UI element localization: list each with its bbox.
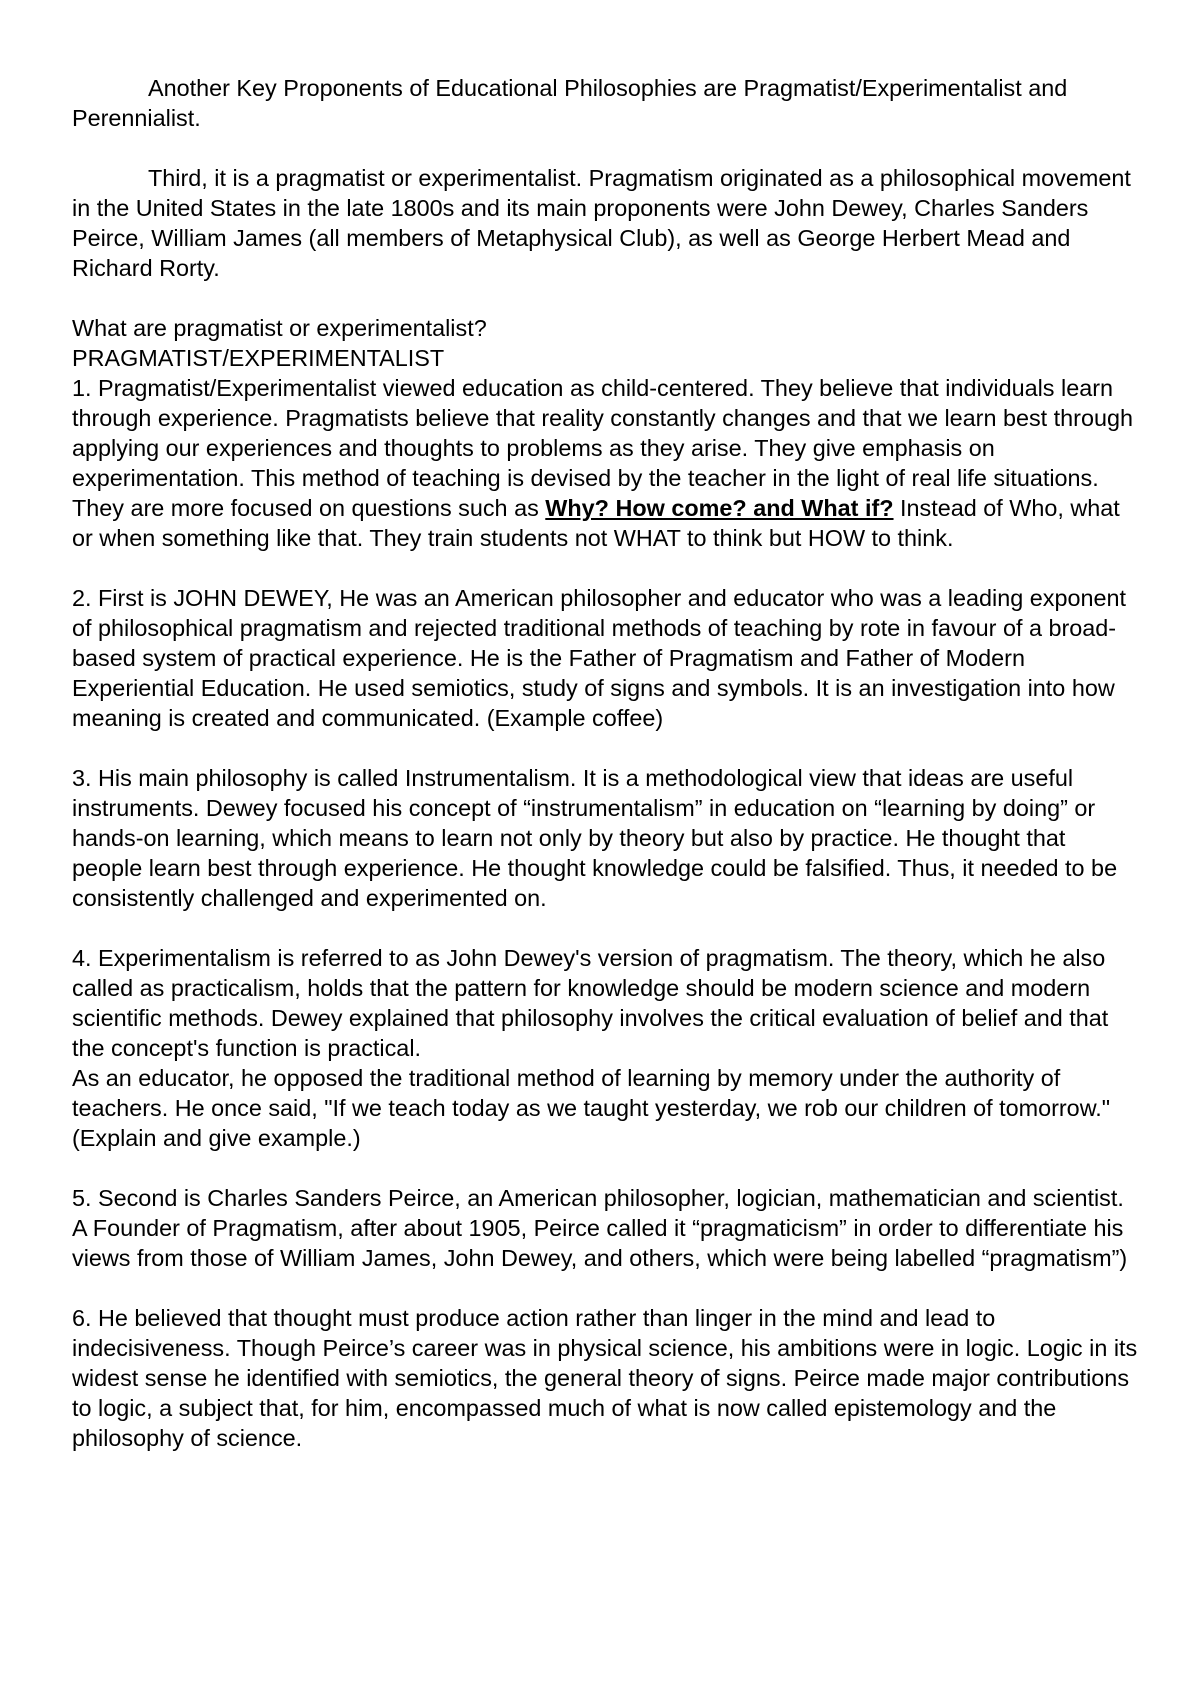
point-1-continuation: Instead of Who, what or when something like that. They train students not WHAT to think but HOW to think.	[72, 495, 1120, 551]
paragraph-spacer	[72, 283, 1142, 313]
paragraph-spacer	[72, 733, 1142, 763]
document-body	[72, 73, 1142, 1453]
question-line: What are pragmatist or experimentalist?	[72, 315, 487, 341]
paragraph-spacer	[72, 1153, 1142, 1183]
point-1-emphasis: Why? How come? and What if?	[545, 495, 894, 521]
point-5: 5. Second is Charles Sanders Peirce, an American philosopher, logician, mathematician and scientist. A Founder of Pragmatism, after about 1905, Peirce called it “pragmaticism” in order to differentiate his views from those of William James, John Dewey, and others, which were being labelled “pragmatism”)	[72, 1185, 1128, 1271]
point-6: 6. He believed that thought must produce action rather than linger in the mind and lead to indecisiveness. Though Peirce’s career was in physical science, his ambitions were in logic. Logic in its widest sense he identified with semiotics, the general theory of signs. Peirce made major contributions to logic, a subject that, for him, encompassed much of what is now called epistemology and the philosophy of science.	[72, 1305, 1138, 1451]
paragraph-spacer	[72, 133, 1142, 163]
point-4: 4. Experimentalism is referred to as John Dewey's version of pragmatism. The theory, which he also called as practicalism, holds that the pattern for knowledge should be modern science and modern scientific methods. Dewey explained that philosophy involves the critical evaluation of belief and that the concept's function is practical.	[72, 945, 1109, 1061]
point-2: 2. First is JOHN DEWEY, He was an American philosopher and educator who was a leading exponent of philosophical pragmatism and rejected traditional methods of teaching by rote in favour of a broad-based system of practical experience. He is the Father of Pragmatism and Father of Modern Experiential Education. He used semiotics, study of signs and symbols. It is an investigation into how meaning is created and communicated. (Example coffee)	[72, 585, 1126, 731]
paragraph-spacer	[72, 553, 1142, 583]
intro-paragraph: Another Key Proponents of Educational Philosophies are Pragmatist/Experimentalist and Perennialist.	[72, 75, 1068, 131]
point-1	[72, 373, 1142, 553]
point-4-continued: As an educator, he opposed the traditional method of learning by memory under the authority of teachers. He once said, "If we teach today as we taught yesterday, we rob our children of tomorrow." (Explain and give example.)	[72, 1065, 1111, 1151]
third-paragraph: Third, it is a pragmatist or experimentalist. Pragmatism originated as a philosophical movement in the United States in the late 1800s and its main proponents were John Dewey, Charles Sanders Peirce, William James (all members of Metaphysical Club), as well as George Herbert Mead and Richard Rorty.	[72, 165, 1131, 281]
point-3: 3. His main philosophy is called Instrumentalism. It is a methodological view that ideas are useful instruments. Dewey focused his concept of “instrumentalism” in education on “learning by doing” or hands-on learning, which means to learn not only by theory but also by practice. He thought that people learn best through experience. He thought knowledge could be falsified. Thus, it needed to be consistently challenged and experimented on.	[72, 765, 1118, 911]
paragraph-spacer	[72, 913, 1142, 943]
paragraph-spacer	[72, 1273, 1142, 1303]
section-heading: PRAGMATIST/EXPERIMENTALIST	[72, 345, 445, 371]
point-1-text: 1. Pragmatist/Experimentalist viewed education as child-centered. They believe that individuals learn through experience. Pragmatists believe that reality constantly changes and that we learn best through applying our experiences and thoughts to problems as they arise. They give emphasis on experimentation. This method of teaching is devised by the teacher in the light of real life situations. They are more focused on questions such as	[72, 375, 1134, 521]
